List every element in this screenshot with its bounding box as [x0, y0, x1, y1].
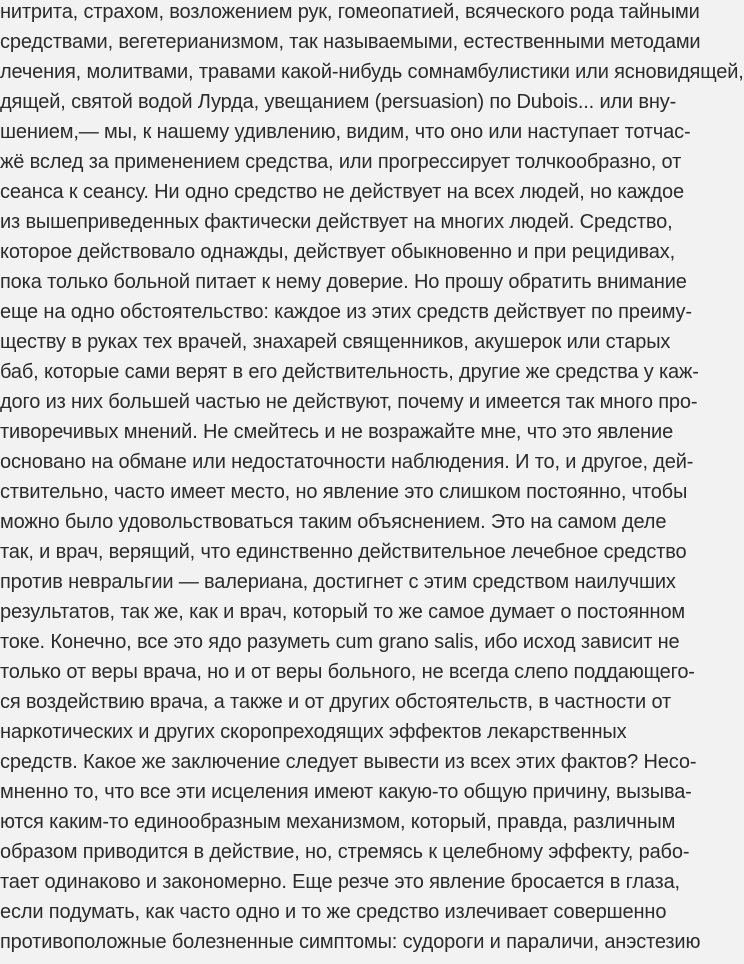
- text-line: которое действовало однажды, действует обыкновенно и при рецидивах,: [0, 241, 676, 263]
- text-line: тиворечивых мнений. Не смейтесь и не возражайте мне, что это явление: [0, 421, 674, 443]
- text-line: баб, которые сами верят в его действительность, другие же средства у каж-: [0, 361, 699, 383]
- text-line: нитрита, страхом, возложением рук, гомеопатией, всяческого рода тайными: [0, 1, 700, 23]
- text-line: можно было удовольствоваться таким объяснением. Это на самом деле: [0, 511, 667, 533]
- text-line: если подумать, как часто одно и то же средство излечивает совершенно: [0, 901, 667, 923]
- text-line: ся воздействию врача, а также и от других обстоятельств, в частности от: [0, 691, 672, 713]
- text-line: основано на обмане или недостаточности наблюдения. И то, и другое, дей-: [0, 451, 694, 473]
- text-line: шением,— мы, к нашему удивлению, видим, что оно или наступает тотчас-: [0, 121, 691, 143]
- text-line: тает одинаково и закономерно. Еще резче это явление бросается в глаза,: [0, 871, 680, 893]
- text-line: результатов, так же, как и врач, который то же самое думает о постоянном: [0, 601, 686, 623]
- text-line: из вышеприведенных фактически действует на многих людей. Средство,: [0, 211, 673, 233]
- text-line: ществу в руках тех врачей, знахарей священников, акушерок или старых: [0, 331, 671, 353]
- text-line: так, и врач, верящий, что единственно действительное лечебное средство: [0, 541, 687, 563]
- text-line: противоположные болезненные симптомы: судороги и параличи, анэстезию: [0, 931, 701, 953]
- text-line: лечения, молитвами, травами какой-нибудь сомнамбулистики или ясновидящей,: [0, 61, 744, 83]
- text-line: токе. Конечно, все это ядо разуметь cum grano salis, ибо исход зависит не: [0, 631, 680, 653]
- text-line: пока только больной питает к нему доверие. Но прошу обратить внимание: [0, 271, 687, 293]
- text-line: средствами, вегетерианизмом, так называемыми, естественными методами: [0, 31, 701, 53]
- text-line: только от веры врача, но и от веры больного, не всегда слепо поддающего-: [0, 661, 695, 683]
- text-line: наркотических и других скоропреходящих эффектов лекарственных: [0, 721, 627, 743]
- text-line: мненно то, что все эти исцеления имеют какую-то общую причину, вызыва-: [0, 781, 692, 803]
- text-line: ствительно, часто имеет место, но явление это слишком постоянно, чтобы: [0, 481, 688, 503]
- text-line: образом приводится в действие, но, стремясь к целебному эффекту, рабо-: [0, 841, 690, 863]
- text-line: дящей, святой водой Лурда, увещанием (persuasion) по Dubois... или вну-: [0, 91, 677, 113]
- text-line: средств. Какое же заключение следует вывести из всех этих фактов? Несо-: [0, 751, 697, 773]
- text-line: дого из них большей частью не действуют, почему и имеется так много про-: [0, 391, 698, 413]
- text-line: ются каким-то единообразным механизмом, который, правда, различным: [0, 811, 676, 833]
- text-line: еще на одно обстоятельство: каждое из этих средств действует по преиму-: [0, 301, 692, 323]
- text-line: против невральгии — валериана, достигнет с этим средством наилучших: [0, 571, 676, 593]
- text-line: сеанса к сеансу. Ни одно средство не действует на всех людей, но каждое: [0, 181, 684, 203]
- text-line: жё вслед за применением средства, или прогрессирует толчкообразно, от: [0, 151, 682, 173]
